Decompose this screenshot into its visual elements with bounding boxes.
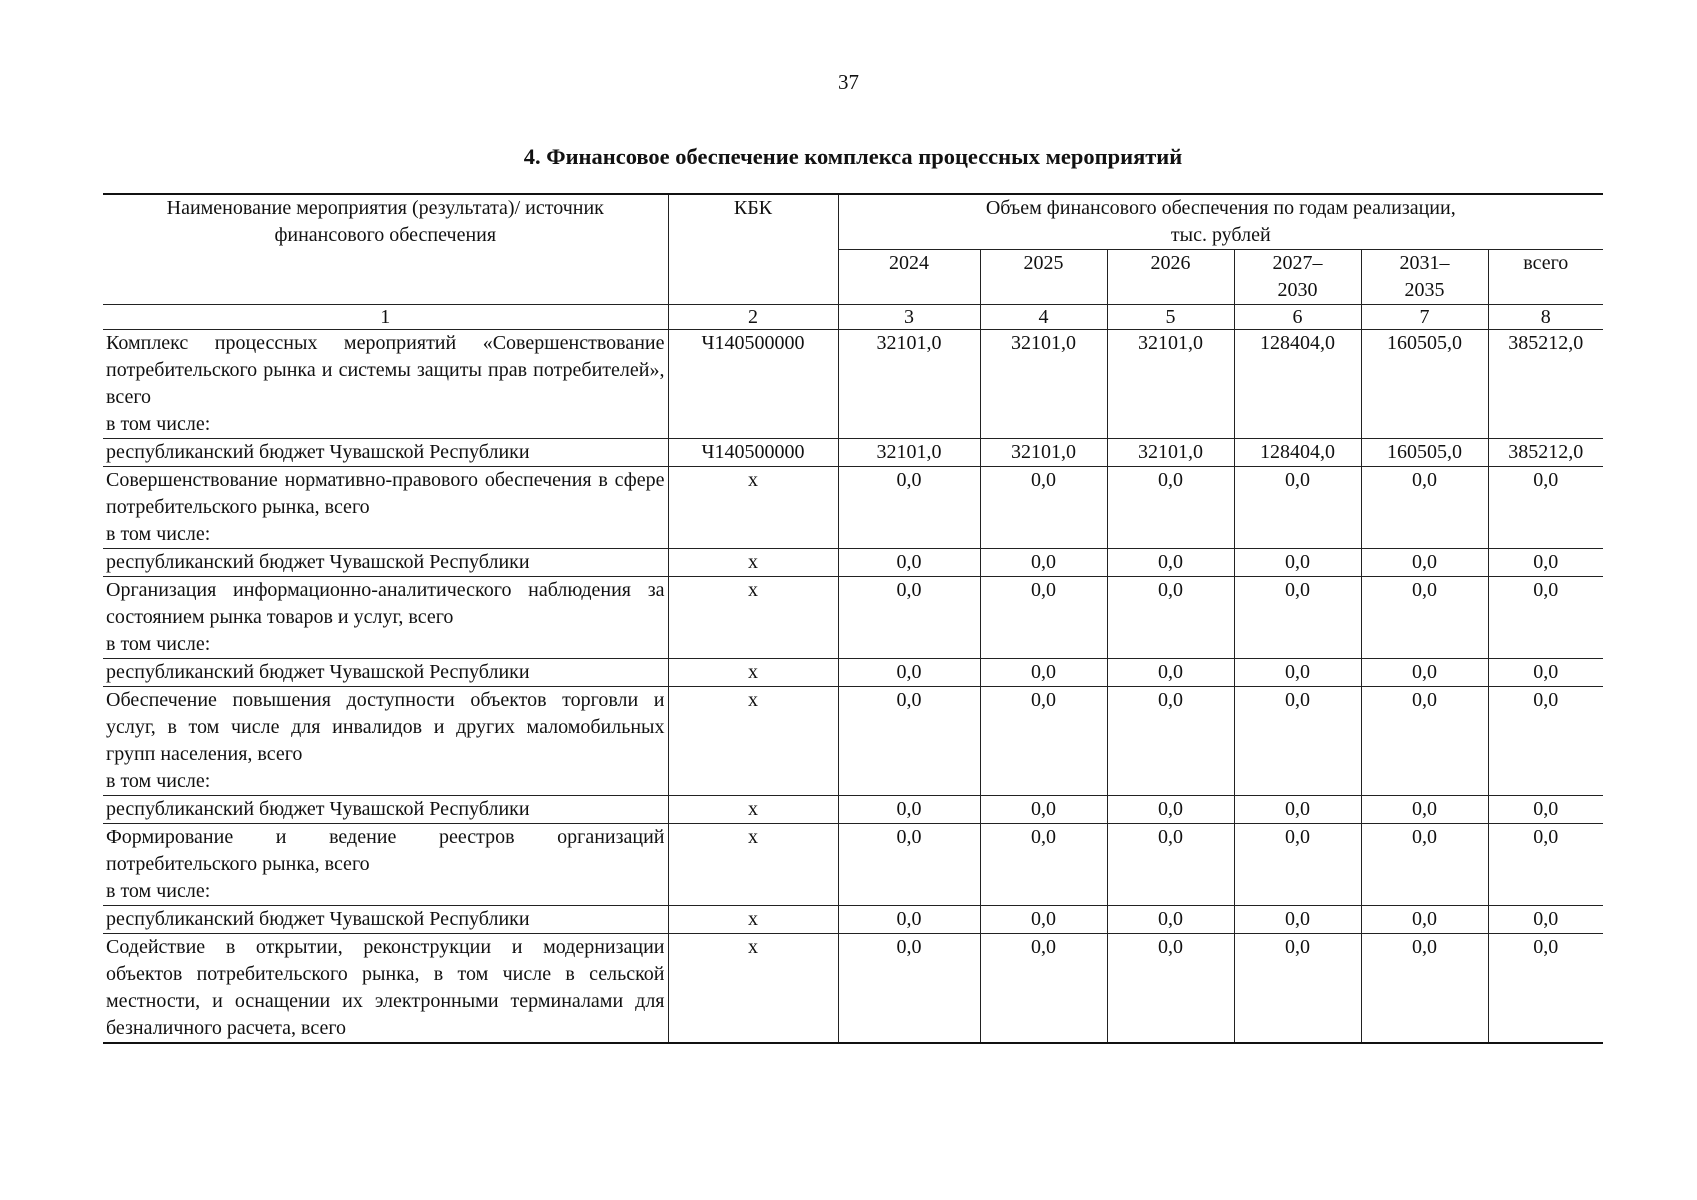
column-number: 4	[980, 305, 1107, 330]
row-name-cell	[103, 687, 668, 796]
table-row	[103, 467, 1603, 549]
row-value: 0,0	[1107, 934, 1234, 1044]
row-value: 0,0	[1234, 659, 1361, 687]
row-value: 0,0	[1234, 577, 1361, 659]
row-name-cell	[103, 934, 668, 1044]
row-value: 0,0	[1361, 906, 1488, 934]
row-value: 0,0	[1107, 687, 1234, 796]
table-row	[103, 330, 1603, 439]
row-value: 385212,0	[1488, 330, 1603, 439]
row-value: 0,0	[980, 796, 1107, 824]
row-value: 0,0	[838, 577, 980, 659]
row-value: 160505,0	[1361, 330, 1488, 439]
column-number-row	[103, 305, 1603, 330]
header-total: всего	[1488, 250, 1603, 305]
row-subtitle: в том числе:	[106, 770, 211, 792]
table-row	[103, 687, 1603, 796]
row-value: 32101,0	[1107, 439, 1234, 467]
row-value: 0,0	[1488, 824, 1603, 906]
row-name: Содействие в открытии, реконструкции и модернизации объектов потребительского рынка, в том числе в сельской местности, и оснащении их электронными терминалами для безналичного расчета, всего	[106, 936, 665, 1039]
column-number: 6	[1234, 305, 1361, 330]
row-value: 0,0	[1234, 549, 1361, 577]
row-value: 0,0	[838, 796, 980, 824]
row-name: республиканский бюджет Чувашской Республики	[106, 441, 530, 463]
row-value: 0,0	[1361, 934, 1488, 1044]
row-name: Обеспечение повышения доступности объектов торговли и услуг, в том числе для инвалидов и других маломобильных групп населения, всего	[106, 689, 665, 765]
row-value: 0,0	[838, 549, 980, 577]
row-name: республиканский бюджет Чувашской Республики	[106, 798, 530, 820]
column-number: 3	[838, 305, 980, 330]
row-value: 0,0	[1488, 659, 1603, 687]
row-name: Комплекс процессных мероприятий «Совершенствование потребительского рынка и системы защиты прав потребителей», всего	[106, 332, 665, 408]
row-kbk: х	[668, 796, 838, 824]
row-name-cell	[103, 549, 668, 577]
row-value: 0,0	[1234, 824, 1361, 906]
table-row	[103, 577, 1603, 659]
financing-table	[103, 193, 1603, 1044]
table-row	[103, 439, 1603, 467]
header-year-2026: 2026	[1107, 250, 1234, 305]
row-value: 0,0	[1361, 659, 1488, 687]
row-value: 0,0	[838, 824, 980, 906]
row-name: республиканский бюджет Чувашской Республики	[106, 661, 530, 683]
row-value: 0,0	[980, 906, 1107, 934]
row-value: 0,0	[1361, 824, 1488, 906]
row-value: 32101,0	[838, 330, 980, 439]
header-volume: Объем финансового обеспечения по годам реализации, тыс. рублей	[838, 194, 1603, 250]
row-value: 0,0	[1488, 796, 1603, 824]
row-value: 160505,0	[1361, 439, 1488, 467]
column-number: 5	[1107, 305, 1234, 330]
row-value: 0,0	[1107, 824, 1234, 906]
section-title: 4. Финансовое обеспечение комплекса процессных мероприятий	[523, 144, 1183, 169]
row-kbk: х	[668, 467, 838, 549]
row-kbk: х	[668, 549, 838, 577]
table-row	[103, 796, 1603, 824]
table-row	[103, 824, 1603, 906]
row-value: 0,0	[1361, 577, 1488, 659]
row-kbk: Ч140500000	[668, 439, 838, 467]
row-value: 128404,0	[1234, 439, 1361, 467]
row-kbk: х	[668, 906, 838, 934]
table-row	[103, 906, 1603, 934]
column-number: 8	[1488, 305, 1603, 330]
row-value: 0,0	[1107, 659, 1234, 687]
table-row	[103, 549, 1603, 577]
row-value: 0,0	[1488, 467, 1603, 549]
header-year-2031-2035: 2031–2035	[1361, 250, 1488, 305]
row-subtitle: в том числе:	[106, 413, 211, 435]
row-name: Совершенствование нормативно-правового обеспечения в сфере потребительского рынка, всего	[106, 469, 665, 518]
header-year-2024: 2024	[838, 250, 980, 305]
row-value: 0,0	[980, 824, 1107, 906]
row-name-cell	[103, 796, 668, 824]
row-name-cell	[103, 439, 668, 467]
row-value: 0,0	[1234, 796, 1361, 824]
row-name-cell	[103, 824, 668, 906]
row-name-cell	[103, 906, 668, 934]
row-value: 32101,0	[980, 439, 1107, 467]
column-number: 2	[668, 305, 838, 330]
row-kbk: х	[668, 934, 838, 1044]
row-value: 385212,0	[1488, 439, 1603, 467]
row-value: 0,0	[838, 906, 980, 934]
header-kbk: КБК	[668, 194, 838, 305]
row-value: 128404,0	[1234, 330, 1361, 439]
row-value: 0,0	[838, 687, 980, 796]
row-value: 0,0	[980, 659, 1107, 687]
row-kbk: х	[668, 659, 838, 687]
row-value: 0,0	[1234, 467, 1361, 549]
row-kbk: х	[668, 824, 838, 906]
row-name-cell	[103, 467, 668, 549]
row-name: республиканский бюджет Чувашской Республики	[106, 551, 530, 573]
row-value: 0,0	[1488, 687, 1603, 796]
row-kbk: Ч140500000	[668, 330, 838, 439]
row-value: 0,0	[1107, 796, 1234, 824]
row-subtitle: в том числе:	[106, 523, 211, 545]
page-number: 37	[838, 70, 859, 94]
row-name: Формирование и ведение реестров организаций потребительского рынка, всего	[106, 826, 665, 875]
row-value: 0,0	[838, 467, 980, 549]
row-subtitle: в том числе:	[106, 880, 211, 902]
row-name: республиканский бюджет Чувашской Республики	[106, 908, 530, 930]
row-value: 0,0	[980, 934, 1107, 1044]
row-value: 0,0	[1234, 934, 1361, 1044]
row-value: 0,0	[1361, 687, 1488, 796]
table-row	[103, 934, 1603, 1044]
row-value: 0,0	[838, 934, 980, 1044]
column-number: 7	[1361, 305, 1488, 330]
row-kbk: х	[668, 687, 838, 796]
row-value: 0,0	[1107, 906, 1234, 934]
row-value: 0,0	[1234, 906, 1361, 934]
row-value: 0,0	[838, 659, 980, 687]
table-row	[103, 659, 1603, 687]
row-value: 0,0	[1361, 796, 1488, 824]
row-value: 0,0	[980, 549, 1107, 577]
row-kbk: х	[668, 577, 838, 659]
row-value: 0,0	[1361, 467, 1488, 549]
row-value: 0,0	[1488, 549, 1603, 577]
row-value: 0,0	[980, 577, 1107, 659]
row-subtitle: в том числе:	[106, 633, 211, 655]
header-name: Наименование мероприятия (результата)/ источник финансового обеспечения	[103, 194, 668, 305]
row-value: 0,0	[1488, 577, 1603, 659]
column-number: 1	[103, 305, 668, 330]
row-value: 0,0	[980, 687, 1107, 796]
row-value: 0,0	[1488, 934, 1603, 1044]
header-year-2027-2030: 2027–2030	[1234, 250, 1361, 305]
row-value: 32101,0	[980, 330, 1107, 439]
row-value: 0,0	[1107, 577, 1234, 659]
row-name-cell	[103, 577, 668, 659]
row-name-cell	[103, 659, 668, 687]
row-name: Организация информационно-аналитического наблюдения за состоянием рынка товаров и услуг, всего	[106, 579, 665, 628]
header-year-2025: 2025	[980, 250, 1107, 305]
row-value: 0,0	[1361, 549, 1488, 577]
row-name-cell	[103, 330, 668, 439]
row-value: 0,0	[1488, 906, 1603, 934]
row-value: 0,0	[1107, 549, 1234, 577]
row-value: 0,0	[980, 467, 1107, 549]
row-value: 32101,0	[838, 439, 980, 467]
row-value: 0,0	[1234, 687, 1361, 796]
row-value: 32101,0	[1107, 330, 1234, 439]
row-value: 0,0	[1107, 467, 1234, 549]
